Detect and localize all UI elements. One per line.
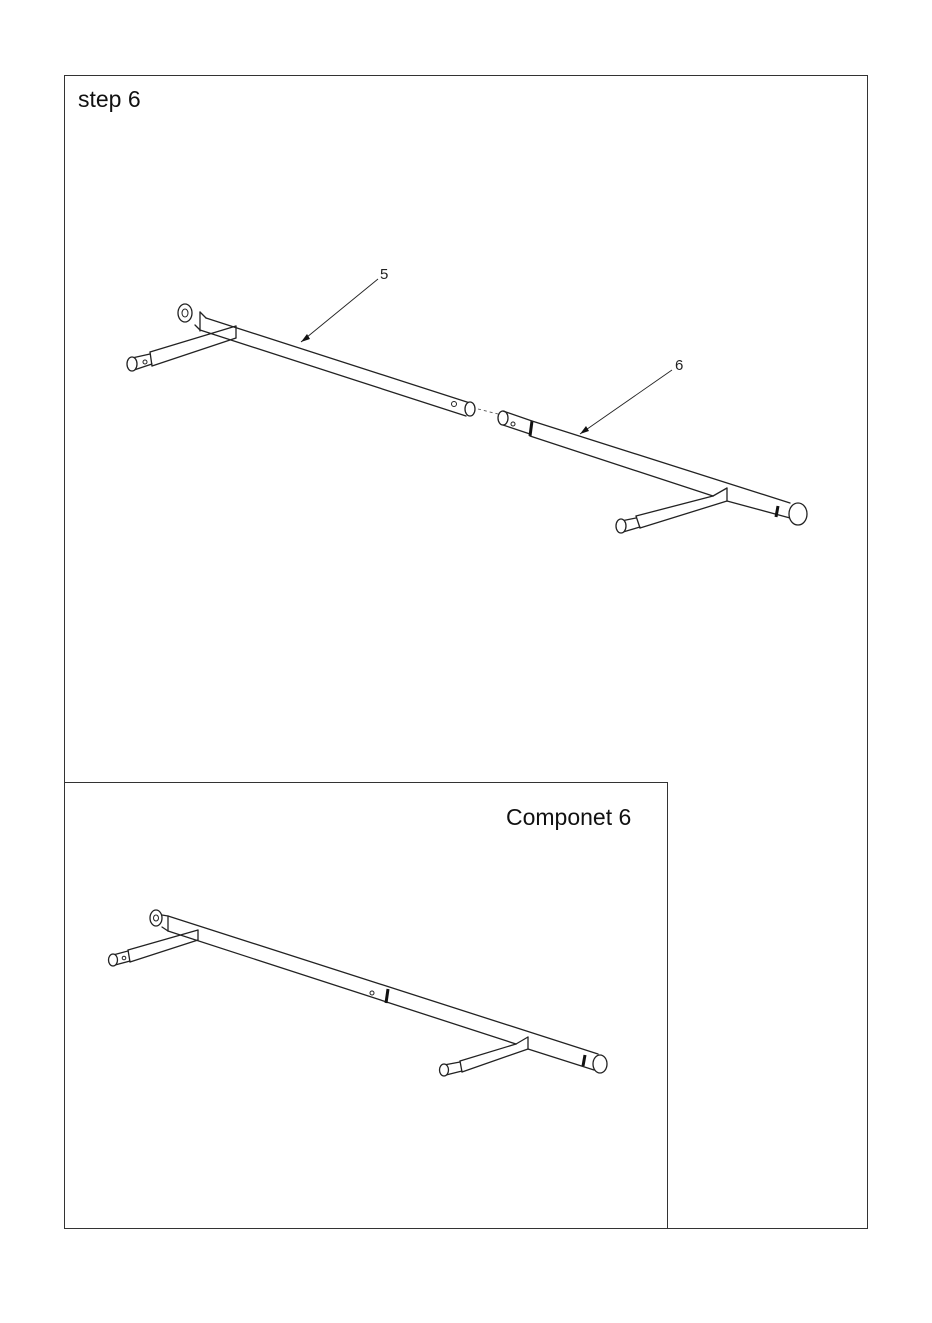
component-title: Componet 6: [506, 804, 632, 830]
step-title: step 6: [78, 86, 141, 112]
callout-5-leader: [301, 279, 378, 342]
assembled-bar: [109, 910, 608, 1076]
callout-6-leader: [580, 370, 672, 434]
connection-guide: [478, 409, 498, 414]
callout-6-label: 6: [675, 357, 684, 374]
part-6-bar: [498, 411, 807, 533]
callout-5-label: 5: [380, 266, 389, 283]
part-5-bar: [127, 304, 475, 416]
